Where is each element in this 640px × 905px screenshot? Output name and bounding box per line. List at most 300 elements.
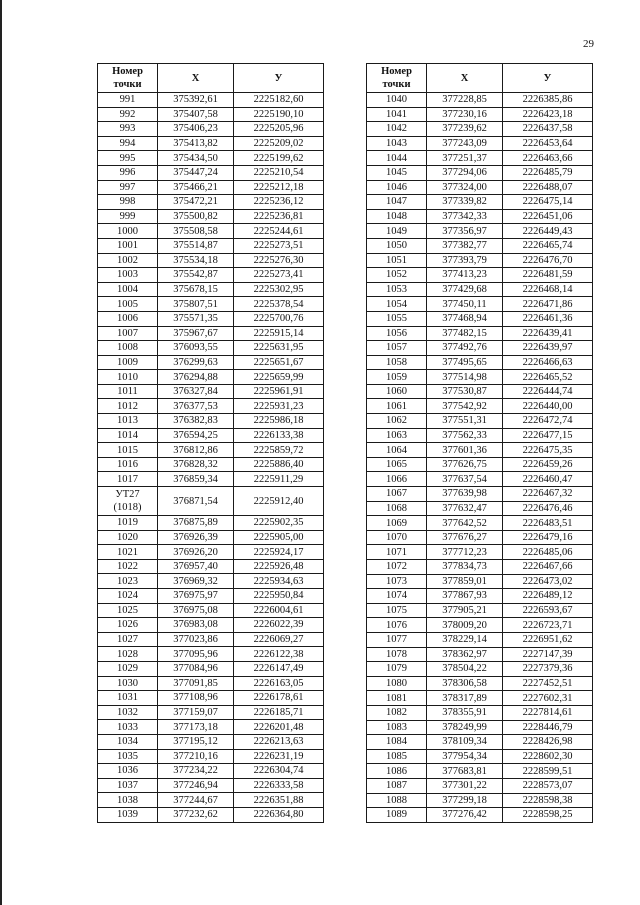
y-coordinate-cell: 2225378,54: [234, 297, 324, 312]
x-coordinate-cell: 376875,89: [158, 516, 234, 531]
y-coordinate-cell: 2225273,51: [234, 238, 324, 253]
table-row: [367, 151, 593, 166]
table-row: [98, 209, 324, 224]
point-number-cell: 996: [98, 165, 158, 180]
y-coordinate-cell: 2226460,47: [503, 472, 593, 487]
y-coordinate-cell: 2225700,76: [234, 311, 324, 326]
table-row: [98, 253, 324, 268]
table-row: [367, 545, 593, 560]
y-coordinate-cell: 2225859,72: [234, 443, 324, 458]
table-row: [367, 443, 593, 458]
y-coordinate-cell: 2226022,39: [234, 618, 324, 633]
point-number-cell: 1057: [367, 341, 427, 356]
point-number-cell: 1045: [367, 165, 427, 180]
point-number-cell: 1029: [98, 661, 158, 676]
y-coordinate-cell: 2226475,14: [503, 195, 593, 210]
point-number-cell: 1055: [367, 311, 427, 326]
x-coordinate-cell: 376926,39: [158, 530, 234, 545]
x-coordinate-cell: 377234,22: [158, 764, 234, 779]
table-row: [367, 107, 593, 122]
x-coordinate-cell: 377228,85: [427, 93, 503, 108]
point-number-cell: 1033: [98, 720, 158, 735]
table-row: [98, 414, 324, 429]
x-coordinate-cell: 378249,99: [427, 720, 503, 735]
x-coordinate-cell: 377601,36: [427, 443, 503, 458]
table-row: [367, 355, 593, 370]
point-number-cell: 1025: [98, 603, 158, 618]
table-row: [367, 501, 593, 516]
table-row: [98, 311, 324, 326]
x-coordinate-cell: 376871,54: [158, 487, 234, 516]
point-number-cell: 1022: [98, 559, 158, 574]
point-number-cell: 1056: [367, 326, 427, 341]
x-coordinate-cell: 375466,21: [158, 180, 234, 195]
point-number-cell: 1058: [367, 355, 427, 370]
y-coordinate-cell: 2226479,16: [503, 530, 593, 545]
table-row: [98, 632, 324, 647]
y-coordinate-cell: 2226385,86: [503, 93, 593, 108]
x-coordinate-cell: 377246,94: [158, 778, 234, 793]
table-row: [98, 195, 324, 210]
x-coordinate-cell: 375508,58: [158, 224, 234, 239]
point-number-cell: 998: [98, 195, 158, 210]
x-coordinate-cell: 376969,32: [158, 574, 234, 589]
y-coordinate-cell: 2225302,95: [234, 282, 324, 297]
y-coordinate-cell: 2226476,70: [503, 253, 593, 268]
x-coordinate-cell: 378109,34: [427, 735, 503, 750]
y-coordinate-cell: 2226481,59: [503, 268, 593, 283]
table-row: [367, 647, 593, 662]
point-number-cell: 1032: [98, 705, 158, 720]
y-coordinate-cell: 2228598,25: [503, 808, 593, 823]
x-coordinate-cell: 377639,98: [427, 487, 503, 502]
table-row: [98, 224, 324, 239]
point-number-cell: 1084: [367, 735, 427, 750]
table-row: [367, 457, 593, 472]
y-coordinate-cell: 2226476,46: [503, 501, 593, 516]
y-coordinate-cell: 2228599,51: [503, 764, 593, 779]
point-number-cell: 1050: [367, 238, 427, 253]
y-coordinate-cell: 2226440,00: [503, 399, 593, 414]
point-number-cell: 1073: [367, 574, 427, 589]
x-coordinate-cell: 376975,97: [158, 589, 234, 604]
header-point-number-line2: точки: [382, 79, 411, 90]
point-number-cell: 1089: [367, 808, 427, 823]
y-coordinate-cell: 2225915,14: [234, 326, 324, 341]
point-number-cell: 1078: [367, 647, 427, 662]
table-row: [367, 370, 593, 385]
table-row: [367, 691, 593, 706]
table-row: [367, 618, 593, 633]
table-row: [98, 574, 324, 589]
x-coordinate-cell: 377084,96: [158, 661, 234, 676]
table-row: [98, 487, 324, 516]
point-number-cell: [98, 487, 158, 516]
point-number-cell: 1044: [367, 151, 427, 166]
y-coordinate-cell: 2225912,40: [234, 487, 324, 516]
x-coordinate-cell: 376828,32: [158, 457, 234, 472]
x-coordinate-cell: 377294,06: [427, 165, 503, 180]
point-number-cell: 1074: [367, 589, 427, 604]
point-number-cell: 1031: [98, 691, 158, 706]
point-number-cell: 1082: [367, 705, 427, 720]
table-row: [367, 195, 593, 210]
point-number-cell: 997: [98, 180, 158, 195]
point-number-cell: 1014: [98, 428, 158, 443]
table-row: [98, 428, 324, 443]
y-coordinate-cell: 2226069,27: [234, 632, 324, 647]
y-coordinate-cell: 2225276,30: [234, 253, 324, 268]
point-number-cell: 1027: [98, 632, 158, 647]
header-point-number: [367, 64, 427, 93]
x-coordinate-cell: 377905,21: [427, 603, 503, 618]
point-number-cell: 993: [98, 122, 158, 137]
table-row: [98, 676, 324, 691]
x-coordinate-cell: 377859,01: [427, 574, 503, 589]
point-number-cell: 1026: [98, 618, 158, 633]
table-row: [98, 734, 324, 749]
header-x: Х: [427, 64, 503, 93]
y-coordinate-cell: 2226304,74: [234, 764, 324, 779]
table-row: [367, 399, 593, 414]
y-coordinate-cell: 2226485,79: [503, 165, 593, 180]
y-coordinate-cell: 2226453,64: [503, 136, 593, 151]
table-row: [367, 93, 593, 108]
y-coordinate-cell: 2225961,91: [234, 384, 324, 399]
point-number-cell: 1021: [98, 545, 158, 560]
x-coordinate-cell: 376859,34: [158, 472, 234, 487]
point-number-cell: 1087: [367, 778, 427, 793]
x-coordinate-cell: 377239,62: [427, 122, 503, 137]
y-coordinate-cell: 2226423,18: [503, 107, 593, 122]
y-coordinate-cell: 2226951,62: [503, 632, 593, 647]
x-coordinate-cell: 377023,86: [158, 632, 234, 647]
point-number-cell: 1079: [367, 662, 427, 677]
table-row: [367, 705, 593, 720]
x-coordinate-cell: 375807,51: [158, 297, 234, 312]
y-coordinate-cell: 2225934,63: [234, 574, 324, 589]
table-row: [367, 720, 593, 735]
y-coordinate-cell: 2228598,38: [503, 793, 593, 808]
y-coordinate-cell: 2225273,41: [234, 268, 324, 283]
point-number-cell: 1052: [367, 268, 427, 283]
x-coordinate-cell: 376983,08: [158, 618, 234, 633]
x-coordinate-cell: 377642,52: [427, 516, 503, 531]
point-number-cell: 1063: [367, 428, 427, 443]
y-coordinate-cell: 2226461,36: [503, 311, 593, 326]
table-row: [98, 238, 324, 253]
x-coordinate-cell: 377413,23: [427, 268, 503, 283]
table-row: [367, 808, 593, 823]
table-row: [98, 720, 324, 735]
table-row: [367, 749, 593, 764]
table-row: [98, 807, 324, 822]
x-coordinate-cell: 377867,93: [427, 589, 503, 604]
x-coordinate-cell: 375447,24: [158, 165, 234, 180]
table-row: [367, 632, 593, 647]
table-row: [98, 165, 324, 180]
x-coordinate-cell: 377324,00: [427, 180, 503, 195]
x-coordinate-cell: 377244,67: [158, 793, 234, 808]
table-row: [367, 253, 593, 268]
x-coordinate-cell: 377514,98: [427, 370, 503, 385]
y-coordinate-cell: 2226473,02: [503, 574, 593, 589]
table-row: [98, 297, 324, 312]
y-coordinate-cell: 2225905,00: [234, 530, 324, 545]
point-number-cell: 1077: [367, 632, 427, 647]
table-row: [98, 705, 324, 720]
y-coordinate-cell: 2226489,12: [503, 589, 593, 604]
y-coordinate-cell: 2225950,84: [234, 589, 324, 604]
coordinates-table-right: [366, 63, 593, 823]
x-coordinate-cell: 378362,97: [427, 647, 503, 662]
x-coordinate-cell: 377530,87: [427, 384, 503, 399]
x-coordinate-cell: 376382,83: [158, 414, 234, 429]
x-coordinate-cell: 376294,88: [158, 370, 234, 385]
x-coordinate-cell: 377676,27: [427, 530, 503, 545]
table-row: [98, 691, 324, 706]
x-coordinate-cell: 377251,37: [427, 151, 503, 166]
x-coordinate-cell: 377301,22: [427, 778, 503, 793]
table-row: [367, 778, 593, 793]
table-row: [367, 603, 593, 618]
table-row: [98, 122, 324, 137]
x-coordinate-cell: 378504,22: [427, 662, 503, 677]
y-coordinate-cell: 2226201,48: [234, 720, 324, 735]
x-coordinate-cell: 375407,58: [158, 107, 234, 122]
x-coordinate-cell: 378229,14: [427, 632, 503, 647]
x-coordinate-cell: 375678,15: [158, 282, 234, 297]
point-number-cell: 1049: [367, 224, 427, 239]
x-coordinate-cell: 376299,63: [158, 355, 234, 370]
y-coordinate-cell: 2226133,38: [234, 428, 324, 443]
table-row: [98, 764, 324, 779]
x-coordinate-cell: 375514,87: [158, 238, 234, 253]
table-row: [367, 282, 593, 297]
y-coordinate-cell: 2226466,63: [503, 355, 593, 370]
point-number-cell: 1010: [98, 370, 158, 385]
table-row: [367, 516, 593, 531]
table-row: [98, 107, 324, 122]
x-coordinate-cell: 377232,62: [158, 807, 234, 822]
point-number-cell: 1002: [98, 253, 158, 268]
y-coordinate-cell: 2227379,36: [503, 662, 593, 677]
point-number-cell: 1023: [98, 574, 158, 589]
point-number-cell: 1015: [98, 443, 158, 458]
point-number-cell: 1019: [98, 516, 158, 531]
x-coordinate-cell: 377230,16: [427, 107, 503, 122]
table-row: [367, 165, 593, 180]
y-coordinate-cell: 2228573,07: [503, 778, 593, 793]
x-coordinate-cell: 377210,16: [158, 749, 234, 764]
table-row: [98, 457, 324, 472]
point-number-cell: 991: [98, 93, 158, 108]
y-coordinate-cell: 2226351,88: [234, 793, 324, 808]
point-number-cell: 1007: [98, 326, 158, 341]
table-row: [98, 618, 324, 633]
y-coordinate-cell: 2226467,32: [503, 487, 593, 502]
table-row: [98, 268, 324, 283]
y-coordinate-cell: 2225902,35: [234, 516, 324, 531]
x-coordinate-cell: 377108,96: [158, 691, 234, 706]
y-coordinate-cell: 2227452,51: [503, 676, 593, 691]
point-number-cell: 1043: [367, 136, 427, 151]
point-number-cell: 1009: [98, 355, 158, 370]
x-coordinate-cell: 378306,58: [427, 676, 503, 691]
header-x: Х: [158, 64, 234, 93]
table-body: [367, 93, 593, 823]
y-coordinate-cell: 2226178,61: [234, 691, 324, 706]
table-row: [98, 399, 324, 414]
y-coordinate-cell: 2226449,43: [503, 224, 593, 239]
x-coordinate-cell: 375571,35: [158, 311, 234, 326]
x-coordinate-cell: 377382,77: [427, 238, 503, 253]
y-coordinate-cell: 2225631,95: [234, 341, 324, 356]
point-number-cell: 1017: [98, 472, 158, 487]
y-coordinate-cell: 2226468,14: [503, 282, 593, 297]
x-coordinate-cell: 377450,11: [427, 297, 503, 312]
y-coordinate-cell: 2226459,26: [503, 457, 593, 472]
point-number-cell: 1060: [367, 384, 427, 399]
y-coordinate-cell: 2226467,66: [503, 560, 593, 575]
x-coordinate-cell: 377276,42: [427, 808, 503, 823]
table-row: [367, 238, 593, 253]
x-coordinate-cell: 377393,79: [427, 253, 503, 268]
x-coordinate-cell: 377159,07: [158, 705, 234, 720]
x-coordinate-cell: 377429,68: [427, 282, 503, 297]
y-coordinate-cell: 2225924,17: [234, 545, 324, 560]
x-coordinate-cell: 377495,65: [427, 355, 503, 370]
table-row: [367, 735, 593, 750]
point-number-cell: 1028: [98, 647, 158, 662]
x-coordinate-cell: 375534,18: [158, 253, 234, 268]
point-number-cell: 1024: [98, 589, 158, 604]
x-coordinate-cell: 377551,31: [427, 414, 503, 429]
table-row: [98, 443, 324, 458]
table-row: [367, 311, 593, 326]
point-number-cell: 1067: [367, 487, 427, 502]
header-point-number: [98, 64, 158, 93]
x-coordinate-cell: 377339,82: [427, 195, 503, 210]
point-number-cell: 1016: [98, 457, 158, 472]
y-coordinate-cell: 2226471,86: [503, 297, 593, 312]
x-coordinate-cell: 377173,18: [158, 720, 234, 735]
x-coordinate-cell: 377482,15: [427, 326, 503, 341]
x-coordinate-cell: 377637,54: [427, 472, 503, 487]
x-coordinate-cell: 376377,53: [158, 399, 234, 414]
table-row: [98, 778, 324, 793]
x-coordinate-cell: 375500,82: [158, 209, 234, 224]
point-number-cell: 1040: [367, 93, 427, 108]
point-number-cell: 1020: [98, 530, 158, 545]
y-coordinate-cell: 2226483,51: [503, 516, 593, 531]
y-coordinate-cell: 2225244,61: [234, 224, 324, 239]
x-coordinate-cell: 377834,73: [427, 560, 503, 575]
point-number-cell: 1004: [98, 282, 158, 297]
table-row: [98, 341, 324, 356]
header-point-number-line2: точки: [113, 79, 142, 90]
y-coordinate-cell: 2226147,49: [234, 661, 324, 676]
x-coordinate-cell: 376093,55: [158, 341, 234, 356]
table-row: [98, 326, 324, 341]
point-number-cell: 1081: [367, 691, 427, 706]
y-coordinate-cell: 2225886,40: [234, 457, 324, 472]
x-coordinate-cell: 376812,86: [158, 443, 234, 458]
y-coordinate-cell: 2228446,79: [503, 720, 593, 735]
y-coordinate-cell: 2226593,67: [503, 603, 593, 618]
point-number-cell: 1034: [98, 734, 158, 749]
table-row: [367, 487, 593, 502]
x-coordinate-cell: 376327,84: [158, 384, 234, 399]
y-coordinate-cell: 2226472,74: [503, 414, 593, 429]
table-row: [98, 370, 324, 385]
point-number-cell: 1071: [367, 545, 427, 560]
table-row: [367, 574, 593, 589]
point-number-cell: 1011: [98, 384, 158, 399]
y-coordinate-cell: 2225210,54: [234, 165, 324, 180]
point-number-cell: 1069: [367, 516, 427, 531]
page-left-edge-line: [0, 0, 2, 905]
point-number-cell: 1064: [367, 443, 427, 458]
point-number-cell: 1000: [98, 224, 158, 239]
point-number-cell: 1065: [367, 457, 427, 472]
table-row: [98, 589, 324, 604]
y-coordinate-cell: 2226004,61: [234, 603, 324, 618]
y-coordinate-cell: 2226477,15: [503, 428, 593, 443]
x-coordinate-cell: 378355,91: [427, 705, 503, 720]
y-coordinate-cell: 2225651,67: [234, 355, 324, 370]
point-number-cell: 1008: [98, 341, 158, 356]
table-row: [98, 93, 324, 108]
x-coordinate-cell: 377954,34: [427, 749, 503, 764]
table-row: [367, 589, 593, 604]
x-coordinate-cell: 376926,20: [158, 545, 234, 560]
x-coordinate-cell: 377712,23: [427, 545, 503, 560]
point-number-cell: 1006: [98, 311, 158, 326]
table-body: [98, 93, 324, 823]
table-row: [98, 530, 324, 545]
x-coordinate-cell: 377243,09: [427, 136, 503, 151]
table-row: [367, 224, 593, 239]
point-number-cell: 1070: [367, 530, 427, 545]
x-coordinate-cell: 375406,23: [158, 122, 234, 137]
y-coordinate-cell: 2225931,23: [234, 399, 324, 414]
y-coordinate-cell: 2227147,39: [503, 647, 593, 662]
table-row: [367, 793, 593, 808]
table-row: [98, 355, 324, 370]
y-coordinate-cell: 2225236,12: [234, 195, 324, 210]
point-number-cell: 992: [98, 107, 158, 122]
x-coordinate-cell: 375472,21: [158, 195, 234, 210]
y-coordinate-cell: 2226723,71: [503, 618, 593, 633]
y-coordinate-cell: 2226437,58: [503, 122, 593, 137]
point-number-cell: 1085: [367, 749, 427, 764]
y-coordinate-cell: 2228602,30: [503, 749, 593, 764]
point-number-cell: 1013: [98, 414, 158, 429]
point-number-cell: 1072: [367, 560, 427, 575]
point-number-cell: 1046: [367, 180, 427, 195]
point-number-line2: (1018): [113, 502, 142, 514]
table-row: [367, 676, 593, 691]
header-point-number-line1: Номер: [112, 66, 143, 77]
x-coordinate-cell: 377091,85: [158, 676, 234, 691]
point-number-cell: 1051: [367, 253, 427, 268]
table-header-row: [98, 64, 324, 93]
point-number-cell: 1041: [367, 107, 427, 122]
y-coordinate-cell: 2225190,10: [234, 107, 324, 122]
table-row: [367, 764, 593, 779]
point-number-cell: 1038: [98, 793, 158, 808]
